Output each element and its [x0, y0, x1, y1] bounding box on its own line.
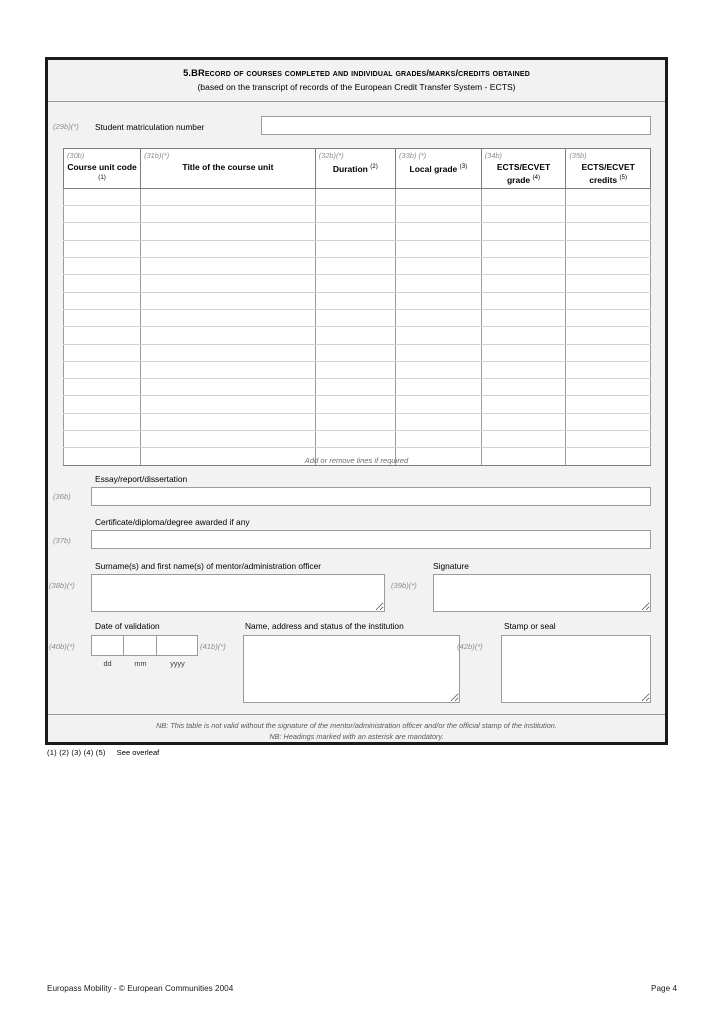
table-cell[interactable]: [315, 344, 395, 361]
section-header: [48, 60, 665, 102]
essay-label: Essay/report/dissertation: [95, 474, 188, 484]
table-cell[interactable]: [315, 413, 395, 430]
table-cell[interactable]: [315, 240, 395, 257]
ref-33b: (33b) (*): [399, 151, 427, 160]
ref-36b: (36b): [53, 492, 71, 501]
table-cell[interactable]: [315, 430, 395, 447]
table-cell[interactable]: [141, 361, 316, 378]
table-cell[interactable]: [566, 413, 651, 430]
table-cell[interactable]: [481, 240, 566, 257]
courses-table: [63, 148, 651, 466]
table-cell[interactable]: [315, 309, 395, 326]
footnote-marks: (1) (2) (3) (4) (5): [47, 748, 106, 757]
table-row: [64, 327, 651, 344]
table-cell[interactable]: [396, 379, 482, 396]
table-cell[interactable]: [64, 223, 141, 240]
section-subtitle: (based on the transcript of records of the European Credit Transfer System - ECTS): [197, 82, 516, 92]
table-cell[interactable]: [566, 327, 651, 344]
table-cell[interactable]: [141, 379, 316, 396]
table-cell[interactable]: [566, 258, 651, 275]
table-cell[interactable]: [315, 223, 395, 240]
ref-38b: (38b)(*): [49, 581, 75, 590]
column-title-ects-credits: ECTS/ECVET credits $^{(5)}$: [581, 162, 635, 185]
table-cell[interactable]: [315, 379, 395, 396]
table-cell[interactable]: [481, 206, 566, 223]
table-cell[interactable]: [141, 258, 316, 275]
column-header-duration: [315, 149, 395, 189]
mentor-name-label: Surname(s) and first name(s) of mentor/administration officer: [95, 561, 322, 571]
table-cell[interactable]: [396, 223, 482, 240]
ref-39b: (39b)(*): [391, 581, 417, 590]
table-cell[interactable]: [396, 240, 482, 257]
table-cell[interactable]: [566, 361, 651, 378]
table-cell[interactable]: [396, 396, 482, 413]
date-year-label: yyyy: [170, 659, 185, 668]
table-cell[interactable]: [64, 309, 141, 326]
institution-label: Name, address and status of the institution: [245, 621, 404, 631]
stamp-input[interactable]: [501, 635, 651, 703]
table-cell[interactable]: [315, 396, 395, 413]
column-header-ects-grade: [481, 149, 566, 189]
column-title-duration: Duration $^{(2)}$: [332, 163, 378, 174]
table-cell[interactable]: [396, 292, 482, 309]
table-row: [64, 309, 651, 326]
column-header-local-grade: [396, 149, 482, 189]
ref-30b: (30b): [67, 151, 85, 160]
table-cell[interactable]: [396, 413, 482, 430]
table-row: [64, 292, 651, 309]
table-row: [64, 396, 651, 413]
footnote-see-overleaf: See overleaf: [116, 748, 160, 757]
table-cell[interactable]: [396, 275, 482, 292]
table-cell[interactable]: [481, 258, 566, 275]
add-remove-lines-note: Add or remove lines if required: [304, 456, 409, 465]
table-cell[interactable]: [64, 292, 141, 309]
table-cell[interactable]: [396, 327, 482, 344]
date-day-input[interactable]: [92, 636, 124, 655]
ref-37b: (37b): [53, 536, 71, 545]
section-number: 5.B: [183, 68, 198, 78]
table-row: [64, 258, 651, 275]
institution-input[interactable]: [243, 635, 460, 703]
table-cell[interactable]: [396, 258, 482, 275]
certificate-label: Certificate/diploma/degree awarded if any: [95, 517, 250, 527]
table-cell[interactable]: [141, 413, 316, 430]
table-row: [64, 275, 651, 292]
table-cell[interactable]: [315, 327, 395, 344]
table-cell[interactable]: [566, 275, 651, 292]
section-title-text: Record of courses completed and individual grades/marks/credits obtained: [198, 68, 530, 78]
table-cell[interactable]: [481, 379, 566, 396]
table-header-row: [64, 149, 651, 189]
table-cell[interactable]: [481, 275, 566, 292]
table-cell[interactable]: [481, 396, 566, 413]
table-cell[interactable]: [566, 292, 651, 309]
table-cell[interactable]: [481, 292, 566, 309]
table-cell[interactable]: [141, 223, 316, 240]
ref-42b: (42b)(*): [457, 642, 483, 651]
column-title-course-code: Course unit code $^{(1)}$: [67, 162, 137, 181]
overleaf-footnote: [47, 748, 159, 757]
table-cell[interactable]: [315, 361, 395, 378]
table-cell[interactable]: [396, 188, 482, 205]
column-header-course-title: [141, 149, 316, 189]
date-month-input[interactable]: [124, 636, 156, 655]
column-title-course-title: Title of the course unit: [182, 162, 274, 172]
table-cell[interactable]: [64, 344, 141, 361]
table-cell[interactable]: [566, 309, 651, 326]
table-cell[interactable]: [141, 275, 316, 292]
table-cell[interactable]: [396, 430, 482, 447]
footer-page-number: Page 4: [651, 984, 677, 993]
stamp-label: Stamp or seal: [504, 621, 556, 631]
table-cell[interactable]: [481, 413, 566, 430]
table-cell[interactable]: [141, 206, 316, 223]
date-day-label: dd: [103, 659, 112, 668]
ref-40b: (40b)(*): [49, 642, 75, 651]
table-cell[interactable]: [64, 275, 141, 292]
section-5b-form: [45, 57, 668, 745]
table-row: [64, 223, 651, 240]
table-cell[interactable]: [396, 361, 482, 378]
date-validation-label: Date of validation: [95, 621, 160, 631]
table-cell[interactable]: [481, 361, 566, 378]
table-cell[interactable]: [481, 309, 566, 326]
signature-input[interactable]: [433, 574, 651, 612]
page-title: [48, 68, 665, 78]
table-cell[interactable]: [315, 292, 395, 309]
ref-35b: (35b): [569, 151, 587, 160]
table-row: [64, 344, 651, 361]
footer-copyright: Europass Mobility - © European Communities 2004: [47, 984, 234, 993]
table-cell[interactable]: [566, 240, 651, 257]
table-cell[interactable]: [64, 206, 141, 223]
table-cell[interactable]: [141, 430, 316, 447]
table-cell[interactable]: [396, 309, 482, 326]
date-month-label: mm: [134, 659, 147, 668]
table-cell[interactable]: [141, 327, 316, 344]
courses-table-body: [64, 188, 651, 465]
table-cell[interactable]: [141, 292, 316, 309]
table-cell[interactable]: [481, 344, 566, 361]
column-title-ects-grade: ECTS/ECVET grade $^{(4)}$: [496, 162, 551, 185]
mentor-name-input[interactable]: [91, 574, 385, 612]
table-cell[interactable]: [481, 430, 566, 447]
nb-note-1: NB: This table is not valid without the signature of the mentor/administration officer and/or the official stamp of the institution.: [156, 721, 557, 730]
column-header-ects-credits: [566, 149, 651, 189]
table-cell[interactable]: [315, 206, 395, 223]
nb-note-2: NB: Headings marked with an asterisk are mandatory.: [269, 732, 444, 741]
ref-41b: (41b)(*): [200, 642, 226, 651]
table-cell[interactable]: [64, 396, 141, 413]
page-footer: [47, 984, 677, 993]
table-row: [64, 240, 651, 257]
table-cell[interactable]: [141, 240, 316, 257]
table-cell[interactable]: [64, 361, 141, 378]
column-header-course-code: [64, 149, 141, 189]
table-row: [64, 206, 651, 223]
table-cell[interactable]: [566, 223, 651, 240]
table-cell[interactable]: [566, 430, 651, 447]
table-row: [64, 430, 651, 447]
signature-label: Signature: [433, 561, 469, 571]
table-cell[interactable]: [64, 379, 141, 396]
essay-input[interactable]: [91, 487, 651, 506]
table-row: [64, 379, 651, 396]
date-validation-group: [91, 635, 198, 656]
table-cell[interactable]: [64, 327, 141, 344]
table-cell[interactable]: [64, 258, 141, 275]
table-cell[interactable]: [481, 223, 566, 240]
table-cell[interactable]: [64, 240, 141, 257]
table-cell[interactable]: [566, 379, 651, 396]
table-cell[interactable]: [481, 188, 566, 205]
table-row: [64, 413, 651, 430]
table-cell[interactable]: [566, 188, 651, 205]
table-cell[interactable]: [64, 430, 141, 447]
table-row: [64, 188, 651, 205]
column-title-local-grade: Local grade $^{(3)}$: [409, 163, 468, 174]
table-cell[interactable]: [141, 188, 316, 205]
ref-34b: (34b): [484, 151, 502, 160]
table-cell[interactable]: [396, 344, 482, 361]
table-cell[interactable]: [566, 344, 651, 361]
table-cell[interactable]: [566, 396, 651, 413]
table-cell[interactable]: [396, 206, 482, 223]
table-cell[interactable]: [566, 206, 651, 223]
certificate-input[interactable]: [91, 530, 651, 549]
date-year-input[interactable]: [157, 636, 197, 655]
nb-notes: [48, 714, 665, 742]
ref-32b: (32b)(*): [318, 151, 344, 160]
table-cell[interactable]: [315, 188, 395, 205]
table-row: [64, 361, 651, 378]
ref-31b: (31b)(*): [144, 151, 170, 160]
table-cell[interactable]: [481, 327, 566, 344]
table-cell[interactable]: [141, 309, 316, 326]
table-cell[interactable]: [315, 275, 395, 292]
table-cell[interactable]: [141, 344, 316, 361]
matriculation-input[interactable]: [261, 116, 651, 135]
ref-29b: (29b)(*): [53, 122, 79, 131]
table-cell[interactable]: [64, 413, 141, 430]
table-cell[interactable]: [141, 396, 316, 413]
table-cell[interactable]: [315, 258, 395, 275]
matriculation-label: Student matriculation number: [95, 122, 205, 132]
table-cell[interactable]: [64, 188, 141, 205]
